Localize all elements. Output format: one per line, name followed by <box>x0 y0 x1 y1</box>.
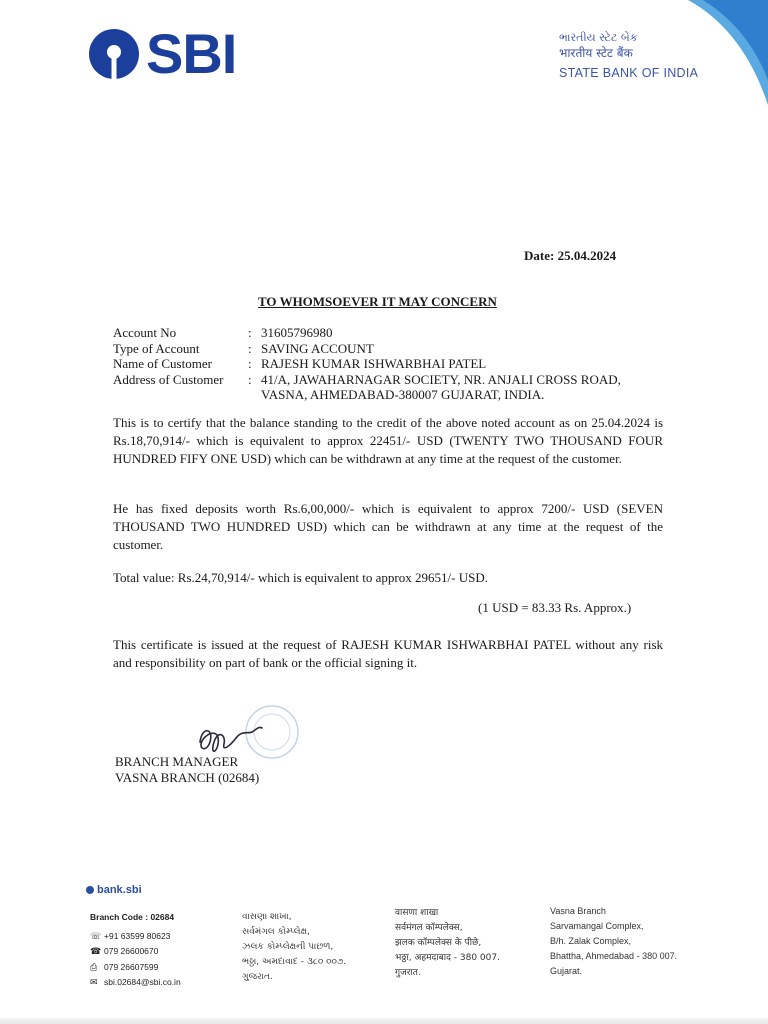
signatory-block <box>115 754 259 786</box>
total-value-paragraph: Total value: Rs.24,70,914/- which is equivalent to approx 29651/- USD. <box>113 570 488 585</box>
website-text: bank.sbi <box>97 884 142 896</box>
address-line: गुजरात. <box>395 968 421 978</box>
detail-label: Account No <box>113 325 177 340</box>
detail-separator: : <box>248 371 252 387</box>
sbi-keyhole-icon <box>88 28 140 80</box>
detail-row <box>113 387 681 403</box>
detail-row <box>113 372 681 388</box>
email-icon: ✉ <box>90 977 98 987</box>
disclaimer-paragraph: This certificate is issued at the request of RAJESH KUMAR ISHWARBHAI PATEL without any risk and responsibility on part of bank or the official signing it. <box>113 637 663 670</box>
phone-icon: ☎ <box>90 946 102 956</box>
email-address[interactable]: sbi.02684@sbi.co.in <box>104 977 181 987</box>
address-english <box>550 904 677 979</box>
globe-icon <box>86 886 94 894</box>
detail-row <box>113 325 681 341</box>
detail-separator: : <box>248 325 252 340</box>
address-line: वासणा शाखा <box>395 908 439 918</box>
address-line: Bhattha, Ahmedabad - 380 007. <box>550 951 678 961</box>
bank-name-english: STATE BANK OF INDIA <box>559 66 699 80</box>
address-line: વાસણા શાખા, <box>242 912 292 922</box>
handwritten-signature <box>192 712 292 760</box>
mobile-icon: ☏ <box>90 930 102 941</box>
detail-label: Name of Customer <box>113 356 212 371</box>
bank-name-block <box>559 30 698 82</box>
address-line: Gujarat. <box>550 966 583 976</box>
detail-row <box>113 341 681 357</box>
address-line: સર્વમંગલ કોમ્પ્લેક્ષ, <box>242 927 310 937</box>
address-line: ઝલક કોમ્પ્લેક્ષની પાછળ, <box>242 942 334 952</box>
sbi-logo <box>88 22 237 85</box>
address-line: Sarvamangal Complex, <box>550 921 644 931</box>
detail-separator <box>248 387 261 403</box>
fax-icon: ⎙ <box>90 961 98 972</box>
bank-name-hindi: भारतीय स्टेट बैंक <box>559 46 633 60</box>
address-line: भठ्ठा, अहमदाबाद - 380 007. <box>395 953 500 963</box>
fax-line <box>90 960 181 976</box>
exchange-rate-note: (1 USD = 83.33 Rs. Approx.) <box>478 600 632 615</box>
fax-number: 079 26607599 <box>104 961 159 972</box>
address-gujarati <box>242 910 346 985</box>
detail-value: SAVING ACCOUNT <box>261 340 374 356</box>
detail-separator: : <box>248 356 252 371</box>
detail-label: Type of Account <box>113 340 200 356</box>
bank-name-gujarati: ભારતીય સ્ટેટ બેંક <box>559 31 638 44</box>
signatory-branch: VASNA BRANCH (02684) <box>115 770 260 785</box>
website-link[interactable] <box>86 884 142 896</box>
letter-heading: TO WHOMSOEVER IT MAY CONCERN <box>258 294 497 309</box>
address-line: सर्वमंगल कॉम्पलेक्स, <box>395 923 463 933</box>
address-hindi <box>395 906 500 981</box>
letter-date: Date: 25.04.2024 <box>524 248 617 263</box>
detail-label: Address of Customer <box>113 371 224 387</box>
detail-value: 31605796980 <box>261 325 333 340</box>
address-line: ભઠ્ઠા, અમદાવાદ - ૩૮૦ ૦૦૭. <box>242 957 347 967</box>
logo-text: SBI <box>146 22 237 85</box>
detail-row <box>113 356 681 372</box>
address-line: B/h. Zalak Complex, <box>550 936 632 946</box>
detail-separator: : <box>248 340 252 356</box>
address-line: झलक कॉम्पलेक्स के पीछे, <box>395 938 482 948</box>
address-line: ગુજરાત. <box>242 972 273 982</box>
page-bottom-edge <box>0 1018 768 1024</box>
address-line: Vasna Branch <box>550 906 606 916</box>
account-details <box>113 325 681 403</box>
signatory-title: BRANCH MANAGER <box>115 754 239 769</box>
detail-value: VASNA, AHMEDABAD-380007 GUJARAT, INDIA. <box>261 387 545 402</box>
fixed-deposit-paragraph: He has fixed deposits worth Rs.6,00,000/- which is equivalent to approx 7200/- USD (SEVEN THOUSAND TWO HUNDRED USD) which can be withdrawn at any time at the request of the customer. <box>113 501 663 552</box>
detail-value: RAJESH KUMAR ISHWARBHAI PATEL <box>261 356 487 371</box>
mobile-line <box>90 929 181 945</box>
detail-value: 41/A, JAWAHARNAGAR SOCIETY, NR. ANJALI CROSS ROAD, <box>261 371 621 387</box>
balance-paragraph: This is to certify that the balance standing to the credit of the above noted account as on 25.04.2024 is Rs.18,70,914/- which is equivalent to approx 22451/- USD (TWENTY TWO THOUSAND FOUR HUNDRED FIFY ONE USD) which can be withdrawn at any time at the request of the customer. <box>113 415 663 466</box>
phone-line <box>90 944 181 960</box>
phone-number: 079 26600670 <box>104 946 159 956</box>
branch-code: Branch Code : 02684 <box>90 912 175 922</box>
detail-label <box>113 387 248 403</box>
mobile-number: +91 63599 80623 <box>104 930 171 941</box>
contact-block <box>90 910 181 991</box>
email-line[interactable] <box>90 975 181 991</box>
